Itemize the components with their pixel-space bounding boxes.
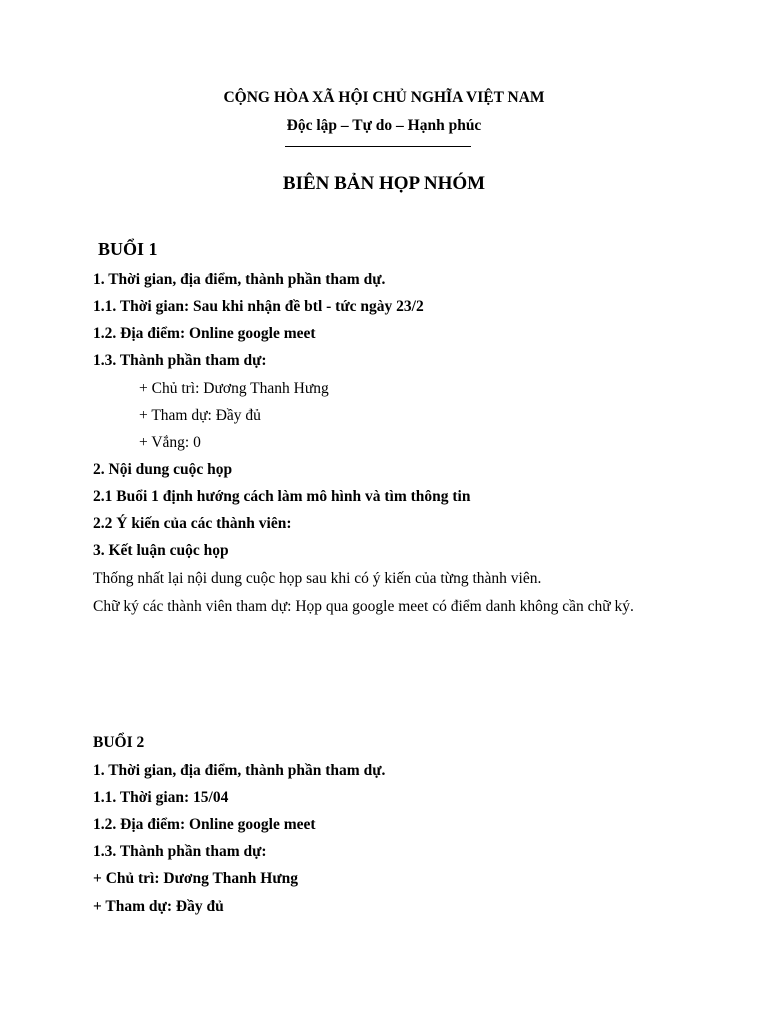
session-1-location: 1.2. Địa điểm: Online google meet	[93, 325, 316, 342]
session-2-chair: + Chủ trì: Dương Thanh Hưng	[93, 870, 298, 887]
session-1-conclusion: Thống nhất lại nội dung cuộc họp sau khi có ý kiến của từng thành viên.	[93, 570, 542, 587]
session-2-section-1-title: 1. Thời gian, địa điểm, thành phần tham dự.	[93, 762, 386, 779]
session-1-attendees-title: 1.3. Thành phần tham dự:	[93, 352, 267, 369]
session-2-location: 1.2. Địa điểm: Online google meet	[93, 816, 316, 833]
session-2-heading: BUỔI 2	[93, 734, 145, 751]
session-1-chair: + Chủ trì: Dương Thanh Hưng	[139, 380, 329, 397]
national-motto: Độc lập – Tự do – Hạnh phúc	[286, 117, 482, 134]
session-1-item-2-2: 2.2 Ý kiến của các thành viên:	[93, 515, 292, 532]
session-1-signature-note: Chữ ký các thành viên tham dự: Họp qua google meet có điểm danh không cần chữ ký.	[93, 598, 634, 615]
session-1-attendance: + Tham dự: Đầy đủ	[139, 407, 261, 424]
session-1-heading: BUỔI 1	[98, 239, 158, 259]
national-title: CỘNG HÒA XÃ HỘI CHỦ NGHĨA VIỆT NAM	[223, 89, 545, 106]
document-title: BIÊN BẢN HỌP NHÓM	[282, 173, 486, 194]
session-2-time: 1.1. Thời gian: 15/04	[93, 789, 229, 806]
session-2-attendees-title: 1.3. Thành phần tham dự:	[93, 843, 267, 860]
session-1-time: 1.1. Thời gian: Sau khi nhận đề btl - tức ngày 23/2	[93, 298, 424, 315]
session-1-section-1-title: 1. Thời gian, địa điểm, thành phần tham dự.	[93, 271, 386, 288]
motto-underline	[285, 146, 471, 147]
session-1-section-2-title: 2. Nội dung cuộc họp	[93, 461, 233, 478]
session-1-absent: + Vắng: 0	[139, 434, 201, 451]
session-1-item-2-1: 2.1 Buổi 1 định hướng cách làm mô hình và tìm thông tin	[93, 488, 471, 505]
session-2-attendance: + Tham dự: Đầy đủ	[93, 898, 224, 915]
session-1-section-3-title: 3. Kết luận cuộc họp	[93, 542, 229, 559]
